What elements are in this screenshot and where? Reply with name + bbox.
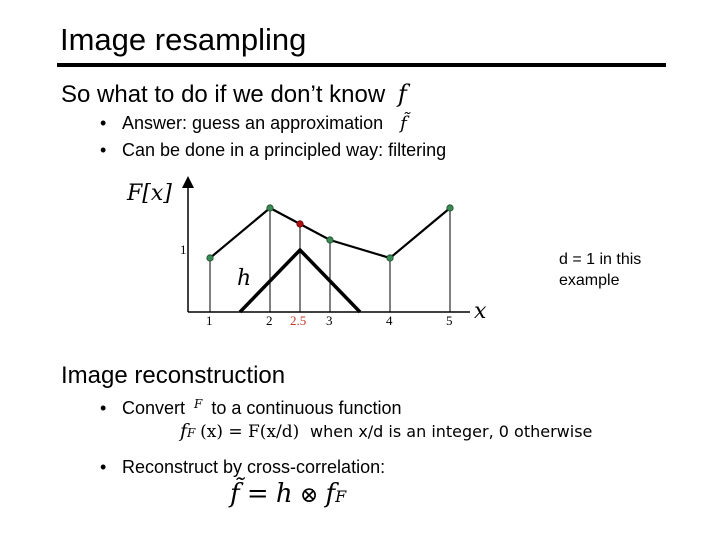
x-tick-5: 5 [446, 313, 453, 328]
bullet-convert-suffix: to a continuous function [211, 398, 402, 418]
sample-point-4 [387, 255, 393, 261]
x-tick-1: 1 [206, 313, 213, 328]
x-tick-2-5: 2.5 [290, 313, 307, 328]
y-axis-label: F[x] [127, 181, 172, 206]
interpolated-point [297, 221, 303, 227]
x-tick-3: 3 [326, 313, 333, 328]
slide-title: Image resampling [60, 22, 307, 57]
x-tick-4: 4 [386, 313, 393, 328]
bullet-reconstruct: • Reconstruct by cross-correlation: [100, 457, 386, 477]
bullet-answer: • Answer: guess an approximation f̃ [100, 113, 407, 134]
formula-reconstruction: f̃ = h ⊗ fF [230, 479, 347, 509]
x-axis-label: x [474, 299, 487, 324]
bullet-convert-prefix: Convert [122, 398, 186, 418]
bullet-convert-math: F [194, 397, 203, 411]
sample-point-5 [447, 205, 453, 211]
bullet-convert: • Convert $^F$ to a continuous function [100, 397, 402, 418]
kernel-label: h [237, 266, 252, 291]
bullet-answer-math: f̃ [400, 113, 407, 134]
x-tick-2: 2 [266, 313, 273, 328]
bullet-principled-text: Can be done in a principled way: filtering [122, 140, 447, 160]
sample-point-2 [267, 205, 273, 211]
formula-fF: fF (x) = F(x/d) when x/d is an integer, 0 otherwise [180, 420, 593, 442]
bullet-reconstruct-text: Reconstruct by cross-correlation: [122, 457, 386, 477]
bullet-principled: • Can be done in a principled way: filtering [100, 140, 447, 160]
spacing-note: d = 1 in this example [559, 251, 642, 289]
sample-point-1 [207, 255, 213, 261]
section2-heading: Image reconstruction [61, 362, 286, 389]
section1-heading-text: So what to do if we don’t know [61, 81, 386, 108]
bullet-answer-text: Answer: guess an approximation [122, 113, 384, 133]
sample-point-3 [327, 237, 333, 243]
section1-heading-math: f [397, 80, 407, 108]
y-tick-1: 1 [180, 242, 187, 257]
